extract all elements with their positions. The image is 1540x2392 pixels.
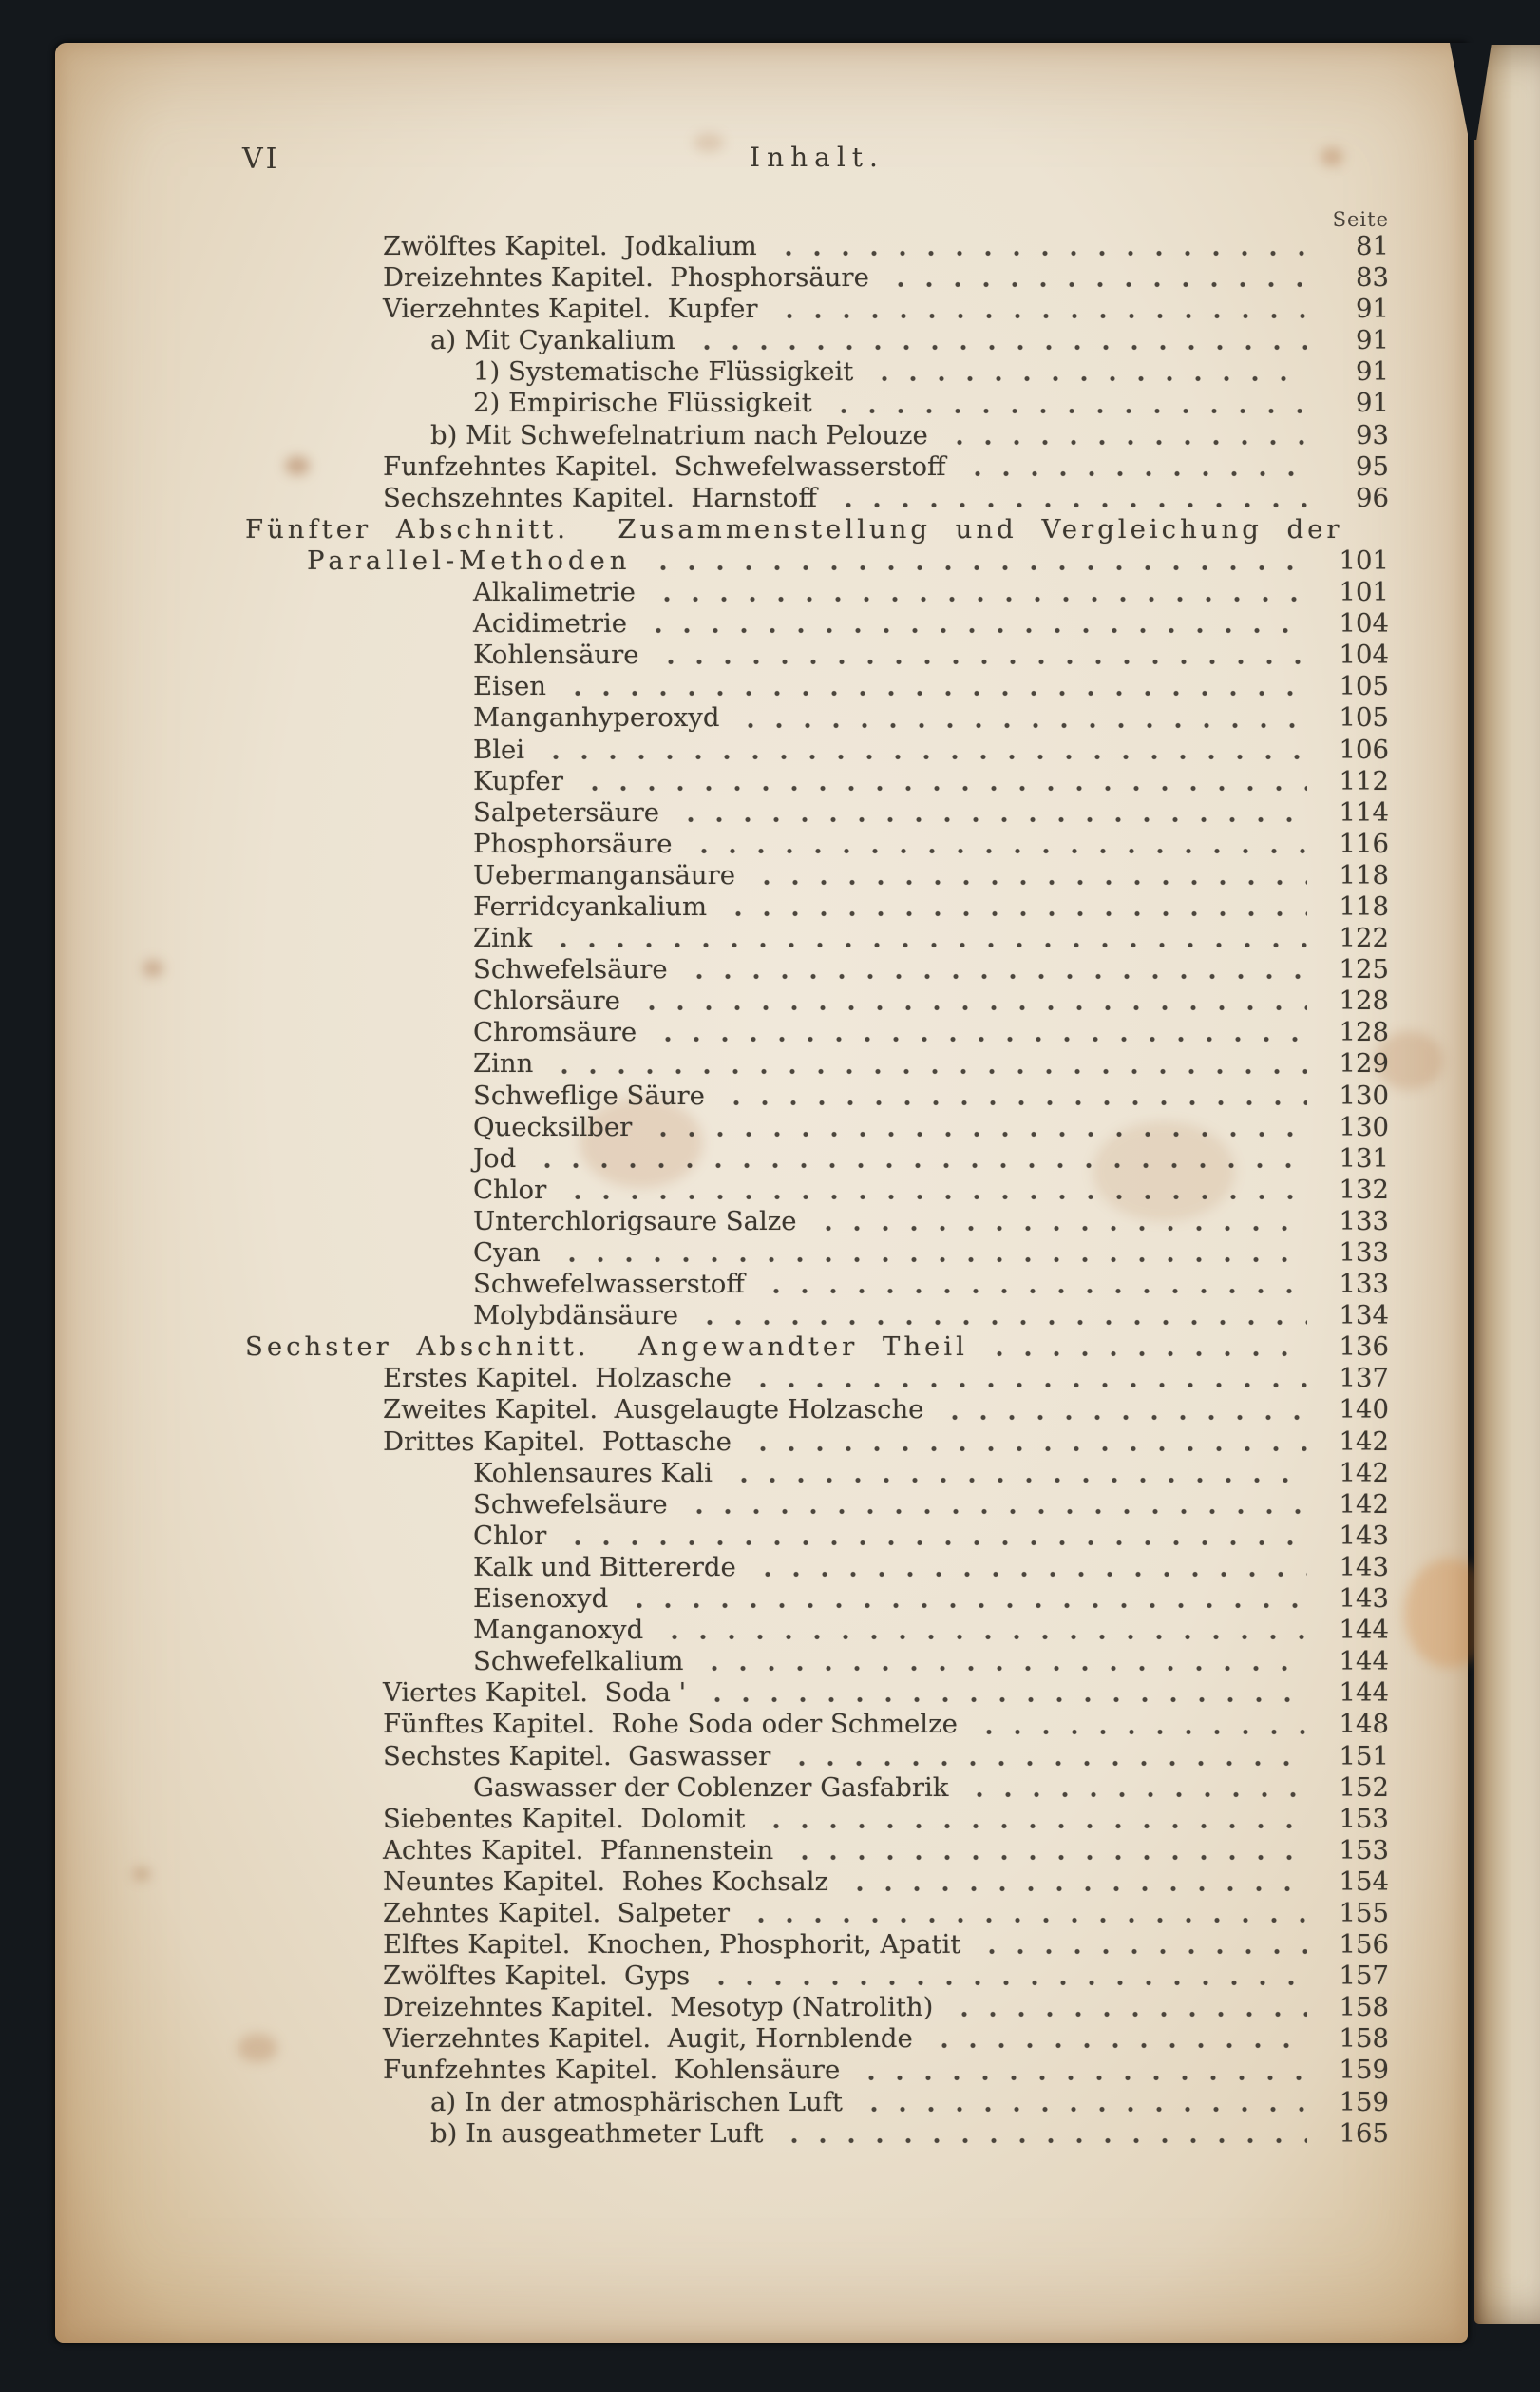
- toc-entry: [245, 1394, 1389, 1426]
- seite-column-header: Seite: [1332, 208, 1389, 231]
- toc-entry-page: 143: [1339, 1520, 1389, 1551]
- toc-entry: [245, 2087, 1389, 2118]
- toc-entry-page: 116: [1339, 828, 1389, 859]
- toc-entry-page: 114: [1339, 796, 1389, 828]
- dot-leader: [561, 671, 1307, 702]
- dot-leader: [652, 1017, 1307, 1048]
- toc-entry-label: Erstes Kapitel. Holzasche: [383, 1363, 732, 1394]
- toc-entry-label: Sechster Abschnitt. Angewandter Theil: [245, 1331, 968, 1363]
- dot-leader: [651, 577, 1307, 608]
- toc-entry-page: 134: [1339, 1300, 1389, 1331]
- dot-leader: [694, 1300, 1307, 1331]
- toc-entry: [245, 1646, 1389, 1677]
- toc-entry: [245, 1866, 1389, 1898]
- toc-entry: [245, 1300, 1389, 1331]
- dot-leader: [855, 2055, 1307, 2086]
- toc-entry-page: 129: [1339, 1048, 1389, 1080]
- toc-entry: [245, 356, 1389, 388]
- dot-leader: [728, 1458, 1307, 1489]
- toc-entry-page: 130: [1339, 1111, 1389, 1142]
- toc-entry-page: 91: [1356, 356, 1389, 388]
- dot-leader: [928, 2023, 1307, 2055]
- toc-entry: [245, 1929, 1389, 1961]
- dot-leader: [705, 1961, 1307, 1992]
- dot-leader: [698, 1646, 1307, 1677]
- toc-entry-label: Chlor: [473, 1520, 547, 1551]
- toc-entry-page: 133: [1339, 1205, 1389, 1236]
- toc-entry-label: Ferridcyankalium: [473, 890, 708, 922]
- toc-entry-page: 157: [1339, 1961, 1389, 1992]
- dot-leader: [973, 1709, 1307, 1740]
- dot-leader: [844, 1866, 1307, 1898]
- toc-entry-page: 104: [1339, 608, 1389, 640]
- dot-leader: [623, 1583, 1307, 1615]
- dot-leader: [789, 1835, 1307, 1866]
- toc-entry-label: Dreizehntes Kapitel. Phosphorsäure: [383, 262, 869, 294]
- toc-entry: [245, 1175, 1389, 1206]
- dot-leader: [547, 923, 1307, 954]
- toc-entry-page: 83: [1356, 262, 1389, 294]
- toc-entry-label: Cyan: [473, 1237, 541, 1268]
- toc-entry-label: Quecksilber: [473, 1111, 633, 1142]
- dot-leader: [655, 640, 1308, 671]
- toc-entry-label: Elftes Kapitel. Knochen, Phosphorit, Apatit: [383, 1929, 961, 1961]
- toc-entry: [245, 1206, 1389, 1237]
- dot-leader: [976, 1929, 1307, 1961]
- toc-entry: [245, 1898, 1389, 1929]
- dot-leader: [691, 325, 1307, 356]
- toc-entry-label: Kohlensäure: [473, 640, 639, 671]
- toc-entry-page: 93: [1356, 419, 1389, 450]
- toc-entry: [245, 829, 1389, 860]
- toc-entry-label: Phosphorsäure: [473, 828, 673, 859]
- toc-entry-label: Viertes Kapitel. Soda ': [383, 1677, 687, 1709]
- toc-entry-label: Sechstes Kapitel. Gaswasser: [383, 1740, 771, 1771]
- toc-entry-label: Zwölftes Kapitel. Gyps: [383, 1961, 691, 1992]
- toc-entry-page: 91: [1356, 294, 1389, 325]
- dot-leader: [751, 1552, 1307, 1583]
- toc-entry-label: a) Mit Cyankalium: [430, 325, 675, 356]
- toc-entry: [245, 735, 1389, 766]
- toc-entry-label: Parallel-Methoden: [307, 545, 632, 576]
- toc-entry: [245, 1017, 1389, 1048]
- toc-entry-label: Kalk und Bittererde: [473, 1551, 736, 1582]
- toc-entry-page: 91: [1356, 325, 1389, 356]
- toc-entry: [245, 986, 1389, 1017]
- toc-entry-label: 2) Empirische Flüssigkeit: [473, 388, 812, 419]
- toc-entry-page: 158: [1339, 1992, 1389, 2023]
- toc-entry-label: Zink: [473, 923, 533, 954]
- toc-entry: [245, 325, 1389, 356]
- dot-leader: [556, 1237, 1307, 1269]
- toc-entry: [245, 1048, 1389, 1080]
- toc-entry-page: 122: [1339, 923, 1389, 954]
- dot-leader: [751, 860, 1307, 891]
- toc-entry: [245, 640, 1389, 671]
- toc-entry: [245, 860, 1389, 891]
- toc-entry-page: 130: [1339, 1080, 1389, 1111]
- toc-entry-page: 133: [1339, 1237, 1389, 1268]
- dot-leader: [812, 1206, 1307, 1237]
- toc-entry-page: 142: [1339, 1426, 1389, 1457]
- toc-entry: [245, 671, 1389, 702]
- toc-entry-page: 159: [1339, 2055, 1389, 2086]
- toc-entry: [245, 451, 1389, 483]
- toc-entry-label: Schwefelsäure: [473, 1488, 668, 1520]
- toc-entry-label: Vierzehntes Kapitel. Augit, Hornblende: [383, 2023, 913, 2055]
- toc-entry-label: b) Mit Schwefelnatrium nach Pelouze: [430, 419, 928, 450]
- toc-entry-label: Acidimetrie: [473, 608, 628, 640]
- toc-entry: [245, 514, 1389, 545]
- toc-entry-label: Zehntes Kapitel. Salpeter: [383, 1897, 731, 1928]
- toc-entry-page: 152: [1339, 1771, 1389, 1803]
- toc-entry-label: Manganoxyd: [473, 1615, 644, 1646]
- toc-entry-page: 155: [1339, 1897, 1389, 1928]
- toc-entry: [245, 766, 1389, 797]
- toc-entry: [245, 1363, 1389, 1394]
- toc-entry-page: 140: [1339, 1394, 1389, 1426]
- toc-entry-page: 91: [1356, 388, 1389, 419]
- toc-entry-page: 137: [1339, 1363, 1389, 1394]
- toc-entry: [245, 923, 1389, 954]
- toc-entry: [245, 483, 1389, 514]
- toc-entry-label: Chlor: [473, 1174, 547, 1205]
- toc-entry-page: 153: [1339, 1834, 1389, 1866]
- dot-leader: [722, 891, 1307, 923]
- toc-entry: [245, 608, 1389, 640]
- toc-entry-page: 112: [1339, 765, 1389, 796]
- dot-leader: [734, 702, 1307, 734]
- toc-entry: [245, 1835, 1389, 1866]
- toc-entry-label: Unterchlorigsaure Salze: [473, 1205, 797, 1236]
- toc-entry: [245, 1615, 1389, 1646]
- toc-entry: [245, 954, 1389, 986]
- toc-entry: [245, 1709, 1389, 1740]
- toc-entry: [245, 891, 1389, 923]
- toc-entry-page: 128: [1339, 986, 1389, 1017]
- toc-entry-label: Manganhyperoxyd: [473, 702, 720, 734]
- toc-entry-page: 143: [1339, 1551, 1389, 1582]
- dot-leader: [636, 986, 1307, 1017]
- toc-entry-label: Siebentes Kapitel. Dolomit: [383, 1803, 746, 1834]
- toc-entry-label: Drittes Kapitel. Pottasche: [383, 1426, 732, 1457]
- dot-leader: [658, 1615, 1307, 1646]
- dot-leader: [948, 1992, 1307, 2023]
- toc-entry-label: b) In ausgeathmeter Luft: [430, 2117, 764, 2149]
- toc-entry: [245, 1961, 1389, 1992]
- toc-entry-page: 158: [1339, 2023, 1389, 2055]
- toc-entry-label: Gaswasser der Coblenzer Gasfabrik: [473, 1771, 949, 1803]
- toc-entry-page: 106: [1339, 734, 1389, 765]
- dot-leader: [963, 1772, 1307, 1804]
- toc-entry-label: Chlorsäure: [473, 986, 620, 1017]
- toc-entry: [245, 1331, 1389, 1363]
- toc-entry-label: a) In der atmosphärischen Luft: [430, 2086, 843, 2117]
- toc-entry-label: Schwefelsäure: [473, 954, 668, 986]
- toc-entry-page: 156: [1339, 1929, 1389, 1961]
- toc-entry: [245, 294, 1389, 325]
- dot-leader: [943, 420, 1307, 451]
- toc-entry: [245, 1237, 1389, 1269]
- toc-entry-page: 159: [1339, 2086, 1389, 2117]
- dot-leader: [760, 1804, 1307, 1835]
- toc-entry-page: 136: [1339, 1331, 1389, 1363]
- dot-leader: [561, 1521, 1307, 1552]
- toc-entry-page: 151: [1339, 1740, 1389, 1771]
- toc-entry-page: 133: [1339, 1269, 1389, 1300]
- toc-entry-label: Chromsäure: [473, 1017, 637, 1048]
- dot-leader: [827, 388, 1307, 419]
- next-page-edge: [1474, 45, 1540, 2324]
- dot-leader: [884, 262, 1307, 294]
- toc-entry: [245, 420, 1389, 451]
- toc-entry-page: 81: [1356, 231, 1389, 261]
- toc-entry: [245, 1677, 1389, 1709]
- toc-entry: [245, 1112, 1389, 1143]
- toc-entry-label: Achtes Kapitel. Pfannenstein: [383, 1834, 774, 1866]
- toc-entry: [245, 797, 1389, 829]
- toc-entry-label: Kohlensaures Kali: [473, 1457, 713, 1488]
- toc-entry: [245, 1804, 1389, 1835]
- toc-entry: [245, 545, 1389, 577]
- toc-entry: [245, 1992, 1389, 2023]
- toc-entry-page: 101: [1339, 577, 1389, 608]
- toc-entry-page: 144: [1339, 1615, 1389, 1646]
- toc-entry: [245, 1426, 1389, 1458]
- page-number-roman: VI: [242, 143, 280, 176]
- toc-entry: [245, 1772, 1389, 1804]
- toc-entry-label: Blei: [473, 734, 525, 765]
- paper-stain: [143, 960, 163, 977]
- toc-entry-label: Eisen: [473, 671, 546, 702]
- dot-leader: [540, 735, 1307, 766]
- dot-leader: [832, 483, 1307, 514]
- toc-entry: [245, 1521, 1389, 1552]
- toc-entry-label: Zweites Kapitel. Ausgelaugte Holzasche: [383, 1394, 924, 1426]
- toc-entry-page: 142: [1339, 1488, 1389, 1520]
- dot-leader: [675, 797, 1307, 829]
- dot-leader: [720, 1081, 1307, 1112]
- toc-entry-label: Neuntes Kapitel. Rohes Kochsalz: [383, 1866, 828, 1897]
- toc-entry-page: 96: [1356, 482, 1389, 513]
- toc-entry-label: 1) Systematische Flüssigkeit: [473, 356, 854, 388]
- dot-leader: [647, 545, 1308, 577]
- dot-leader: [868, 356, 1307, 388]
- toc-entry-label: Sechszehntes Kapitel. Harnstoff: [383, 482, 817, 513]
- toc-entry-page: 105: [1339, 671, 1389, 702]
- dot-leader: [647, 1112, 1307, 1143]
- toc-entry: [245, 1489, 1389, 1521]
- toc-entry-label: Schweflige Säure: [473, 1080, 705, 1111]
- toc-entry: [245, 1081, 1389, 1112]
- toc-entry-label: Dreizehntes Kapitel. Mesotyp (Natrolith): [383, 1992, 934, 2023]
- toc-entry-page: 104: [1339, 640, 1389, 671]
- dot-leader: [642, 608, 1307, 640]
- toc-entry-label: Kupfer: [473, 765, 563, 796]
- dot-leader: [747, 1363, 1307, 1394]
- toc-entry-label: Zinn: [473, 1048, 534, 1080]
- toc-entry-label: Funfzehntes Kapitel. Schwefelwasserstoff: [383, 450, 946, 482]
- paper-stain: [133, 1867, 150, 1881]
- toc-entry-page: 153: [1339, 1803, 1389, 1834]
- toc-entry-page: 131: [1339, 1142, 1389, 1174]
- dot-leader: [786, 1741, 1307, 1772]
- toc-entry-page: 132: [1339, 1174, 1389, 1205]
- book-page: [55, 43, 1468, 2343]
- dot-leader: [961, 451, 1307, 483]
- dot-leader: [683, 1489, 1307, 1521]
- toc-entry: [245, 2118, 1389, 2150]
- toc-entry: [245, 1552, 1389, 1583]
- toc-entry-label: Alkalimetrie: [473, 577, 636, 608]
- toc-entry-page: 165: [1339, 2117, 1389, 2149]
- toc-entry: [245, 262, 1389, 294]
- toc-entry: [245, 2023, 1389, 2055]
- toc-entry-label: Schwefelwasserstoff: [473, 1269, 745, 1300]
- toc-entry-page: 148: [1339, 1709, 1389, 1740]
- dot-leader: [772, 231, 1307, 262]
- toc-entry-page: 101: [1339, 545, 1389, 576]
- toc-list: [245, 231, 1389, 2150]
- toc-entry-label: Schwefelkalium: [473, 1646, 684, 1677]
- toc-entry-label: Salpetersäure: [473, 796, 660, 828]
- dot-leader: [683, 954, 1307, 986]
- dot-leader: [579, 766, 1307, 797]
- toc-entry-page: 128: [1339, 1017, 1389, 1048]
- toc-entry-page: 105: [1339, 702, 1389, 734]
- toc-entry-label: Uebermangansäure: [473, 859, 736, 890]
- dot-leader: [858, 2087, 1307, 2118]
- toc-entry: [245, 2055, 1389, 2086]
- toc-entry: [245, 388, 1389, 419]
- toc-entry: [245, 1741, 1389, 1772]
- toc-entry-label: Zwölftes Kapitel. Jodkalium: [383, 231, 757, 261]
- dot-leader: [688, 829, 1307, 860]
- toc-entry: [245, 1269, 1389, 1300]
- dot-leader: [773, 294, 1308, 325]
- page-title: Inhalt.: [750, 142, 884, 173]
- dot-leader: [701, 1677, 1307, 1709]
- toc-entry: [245, 1583, 1389, 1615]
- toc-entry-page: 118: [1339, 890, 1389, 922]
- dot-leader: [983, 1331, 1307, 1363]
- toc-entry: [245, 1458, 1389, 1489]
- toc-entry: [245, 577, 1389, 608]
- toc-entry-label: Fünfter Abschnitt. Zusammenstellung und Vergleichung der: [245, 513, 1343, 545]
- toc-entry: [245, 231, 1389, 262]
- toc-entry: [245, 702, 1389, 734]
- dot-leader: [747, 1426, 1307, 1458]
- toc-entry-label: Eisenoxyd: [473, 1583, 609, 1615]
- toc-entry-label: Fünftes Kapitel. Rohe Soda oder Schmelze: [383, 1709, 958, 1740]
- dot-leader: [561, 1175, 1307, 1206]
- toc-entry-page: 142: [1339, 1457, 1389, 1488]
- dot-leader: [760, 1269, 1307, 1300]
- toc-entry-label: Vierzehntes Kapitel. Kupfer: [383, 294, 758, 325]
- toc-entry-page: 95: [1356, 450, 1389, 482]
- toc-entry-page: 154: [1339, 1866, 1389, 1897]
- toc-entry-label: Jod: [473, 1142, 517, 1174]
- toc-entry-page: 125: [1339, 954, 1389, 986]
- toc-entry-page: 118: [1339, 859, 1389, 890]
- dot-leader: [939, 1394, 1307, 1426]
- toc-entry-page: 143: [1339, 1583, 1389, 1615]
- toc-entry: [245, 1143, 1389, 1175]
- toc-entry-label: Molybdänsäure: [473, 1300, 678, 1331]
- dot-leader: [531, 1143, 1307, 1175]
- toc-entry-page: 144: [1339, 1646, 1389, 1677]
- dot-leader: [745, 1898, 1307, 1929]
- toc-entry-label: Funfzehntes Kapitel. Kohlensäure: [383, 2055, 841, 2086]
- toc-entry-page: 144: [1339, 1677, 1389, 1709]
- dot-leader: [548, 1048, 1307, 1080]
- dot-leader: [778, 2118, 1307, 2150]
